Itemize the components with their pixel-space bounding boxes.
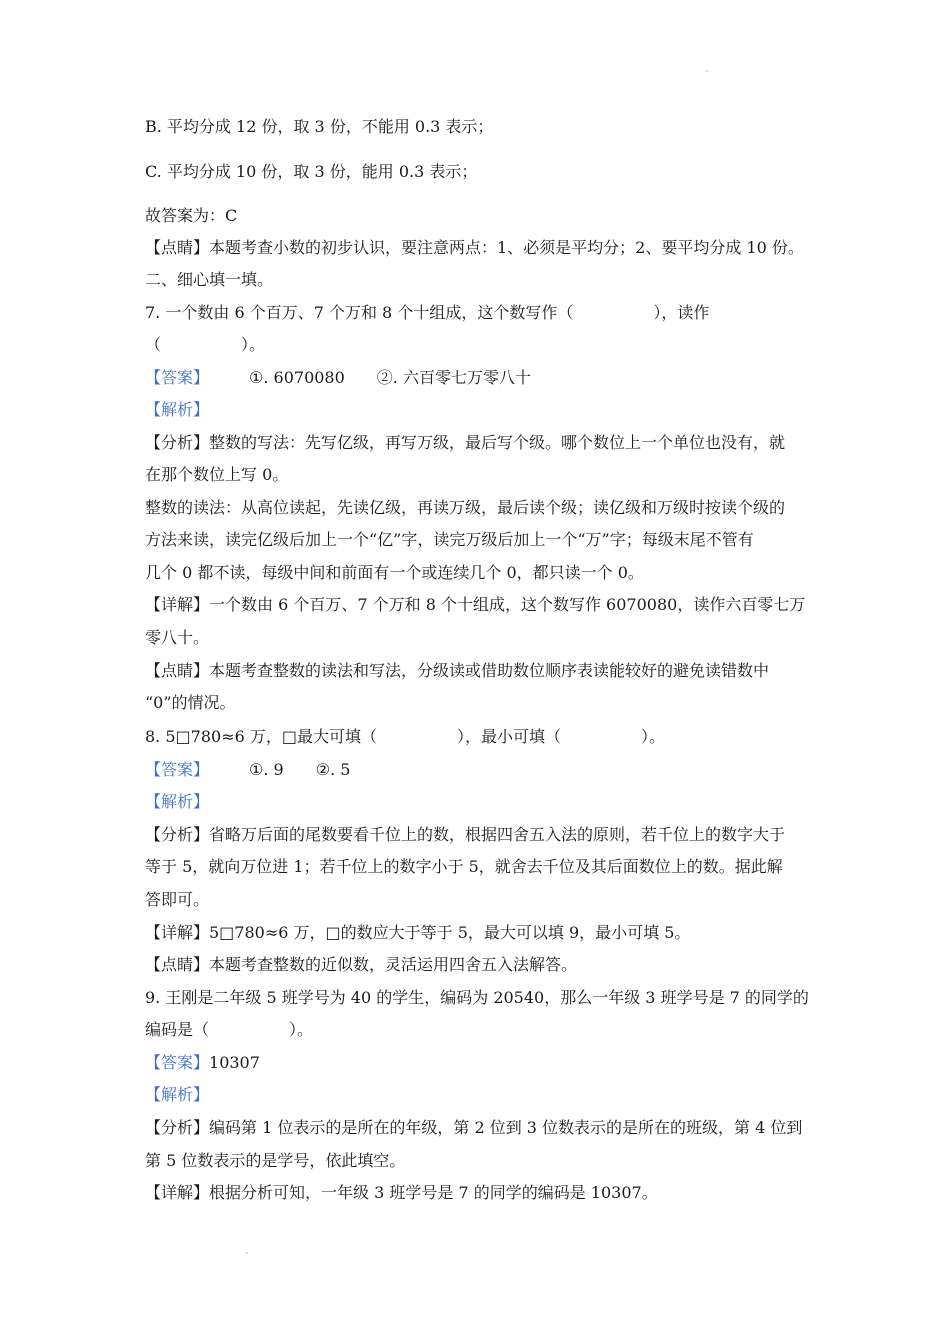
- analysis-tag: 【解析】: [145, 400, 210, 419]
- scan-speck: [246, 1252, 248, 1254]
- answer-value-1: ①. 6070080: [249, 368, 345, 387]
- analysis-line: 方法来读，读完亿级后加上一个“亿”字，读完万级后加上一个“万”字；每级末尾不管有: [145, 530, 754, 549]
- analysis-line: 整数的读法：从高位读起，先读亿级，再读万级，最后读个级；读亿级和万级时按读个级的: [145, 498, 786, 517]
- analysis-tag: 【解析】: [145, 792, 210, 811]
- question-9-answer: [145, 1053, 260, 1073]
- answer-value-2: ②. 六百零七万零八十: [376, 368, 531, 387]
- answer-value-2: ②. 5: [315, 760, 351, 779]
- answer-value-1: ①. 9: [249, 760, 284, 779]
- detail-line: 【详解】5□780≈6 万，□的数应大于等于 5，最大可以填 9，最小可填 5。: [145, 923, 691, 942]
- question-9-text-cont: 编码是（ ）。: [145, 1020, 314, 1039]
- analysis-line: 第 5 位数表示的是学号，依此填空。: [145, 1151, 406, 1170]
- option-c-line: C. 平均分成 10 份，取 3 份，能用 0.3 表示；: [145, 162, 478, 181]
- analysis-line: 等于 5，就向万位进 1；若千位上的数字小于 5，就舍去千位及其后面数位上的数。据此解: [145, 857, 783, 876]
- detail-line: 【详解】根据分析可知，一年级 3 班学号是 7 的同学的编码是 10307。: [145, 1183, 658, 1202]
- question-7-text: 7. 一个数由 6 个百万、7 个万和 8 个十组成，这个数写作（ ），读作: [145, 303, 710, 322]
- question-7-text-cont: （ ）。: [145, 335, 266, 354]
- question-7-answer: [145, 368, 531, 388]
- question-9-text: 9. 王刚是二年级 5 班学号为 40 的学生，编码为 20540，那么一年级 3 班学号是 7 的同学的: [145, 988, 809, 1007]
- analysis-tag: 【解析】: [145, 1085, 210, 1104]
- analysis-line: 答即可。: [145, 890, 210, 909]
- section-heading: 二、细心填一填。: [145, 270, 274, 289]
- analysis-line: 【分析】整数的写法：先写亿级，再写万级，最后写个级。哪个数位上一个单位也没有，就: [145, 433, 786, 452]
- scan-speck: [706, 70, 708, 72]
- comment-line: 【点睛】本题考查整数的读法和写法，分级读或借助数位顺序表读能较好的避免读错数中: [145, 661, 770, 680]
- answer-value: 10307: [209, 1053, 260, 1072]
- analysis-line: 【分析】编码第 1 位表示的是所在的年级，第 2 位到 3 位数表示的是所在的班级，第 4 位到: [145, 1118, 803, 1137]
- analysis-line: 【分析】省略万后面的尾数要看千位上的数，根据四舍五入法的原则，若千位上的数字大于: [145, 825, 786, 844]
- analysis-line: 在那个数位上写 0。: [145, 465, 289, 484]
- detail-line: 【详解】一个数由 6 个百万、7 个万和 8 个十组成，这个数写作 6070080，读作六百零七万: [145, 595, 806, 614]
- detail-line: 零八十。: [145, 628, 210, 647]
- comment-line: “0”的情况。: [145, 693, 236, 712]
- answer-conclusion: 故答案为：C: [145, 206, 238, 225]
- answer-tag: 【答案】: [145, 760, 210, 779]
- analysis-line: 几个 0 都不读，每级中间和前面有一个或连续几个 0，都只读一个 0。: [145, 563, 644, 582]
- option-b-line: B. 平均分成 12 份，取 3 份，不能用 0.3 表示；: [145, 117, 494, 136]
- question-8-answer: [145, 760, 350, 780]
- comment-line: 【点睛】本题考查整数的近似数，灵活运用四舍五入法解答。: [145, 955, 578, 974]
- answer-tag: 【答案】: [145, 1053, 210, 1072]
- question-8-text: 8. 5□780≈6 万，□最大可填（ ），最小可填（ ）。: [145, 727, 665, 746]
- comment-line: 【点睛】本题考查小数的初步认识，要注意两点：1、必须是平均分；2、要平均分成 10 份。: [145, 238, 804, 257]
- answer-tag: 【答案】: [145, 368, 210, 387]
